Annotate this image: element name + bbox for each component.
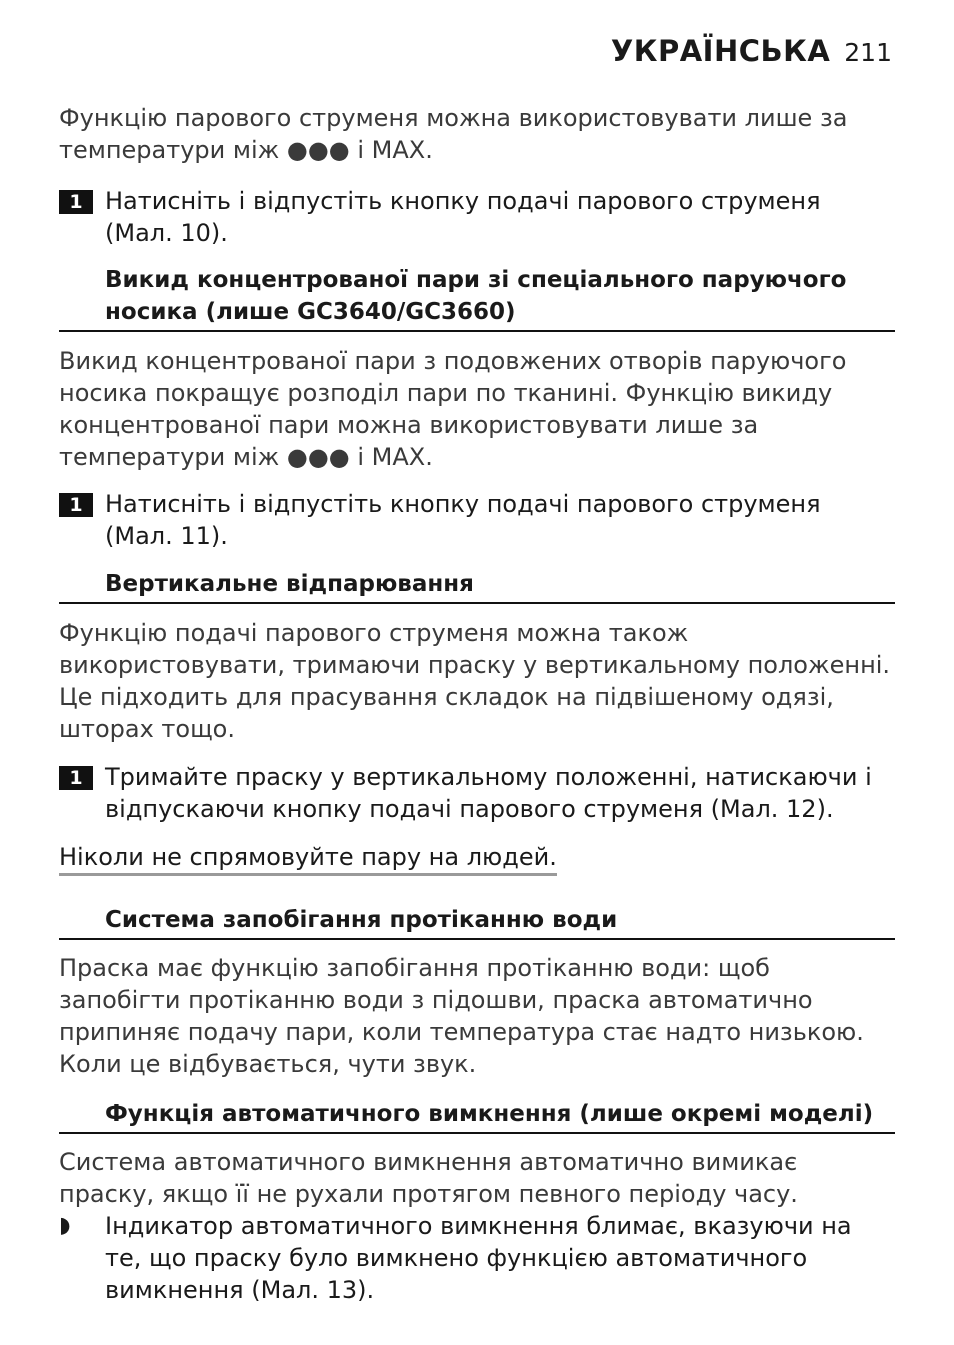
paragraph-concentrated-steam: Викид концентрованої пари з подовжених отворів паруючого носика покращує розподіл пари по тканині. Функцію викиду концентрованої пари можна використовувати лише за температури між ●●● і MAX. <box>59 347 847 471</box>
language-title: УКРАЇНСЬКА <box>610 34 831 68</box>
bullet-auto-off-indicator <box>59 1210 895 1306</box>
warning-block <box>59 841 895 876</box>
step-number-badge: 1 <box>59 493 93 517</box>
warning-text: Ніколи не спрямовуйте пару на людей. <box>59 841 557 876</box>
section-heading-auto-off: Функція автоматичного вимкнення (лише окремі моделі) <box>59 1098 895 1134</box>
paragraph-steam-burst-temp: Функцію парового струменя можна використовувати лише за температури між ●●● і MAX. <box>59 104 848 164</box>
step-text: Натисніть і відпустіть кнопку подачі парового струменя (Мал. 10). <box>105 187 821 247</box>
section-heading-vertical-steaming: Вертикальне відпарювання <box>59 568 895 604</box>
step-number-badge: 1 <box>59 190 93 214</box>
section-heading-drip-stop: Система запобігання протіканню води <box>59 904 895 940</box>
page-header <box>611 34 892 68</box>
paragraph-vertical-steaming: Функцію подачі парового струменя можна також використовувати, тримаючи праску у вертикальному положенні. Це підходить для прасування складок на підвішеному одязі, шторах тощо. <box>59 619 891 743</box>
page-content <box>59 102 895 1306</box>
bullet-text: Індикатор автоматичного вимкнення блимає, вказуючи на те, що праску було вимкнено функцією автоматичного вимкнення (Мал. 13). <box>105 1212 852 1304</box>
step-vertical-steaming <box>59 761 895 825</box>
page-number: 211 <box>844 38 892 67</box>
step-text: Тримайте праску у вертикальному положенні, натискаючи і відпускаючи кнопку подачі парового струменя (Мал. 12). <box>105 763 872 823</box>
step-number-badge: 1 <box>59 766 93 790</box>
step-concentrated-steam <box>59 488 895 552</box>
step-text: Натисніть і відпустіть кнопку подачі парового струменя (Мал. 11). <box>105 490 821 550</box>
paragraph-drip-stop: Праска має функцію запобігання протіканню води: щоб запобігти протіканню води з підошви, праска автоматично припиняє подачу пари, коли температура стає надто низькою. Коли це відбувається, чути звук. <box>59 954 864 1078</box>
step-steam-burst <box>59 185 895 249</box>
bullet-marker-icon: ◗ <box>59 1213 71 1238</box>
section-heading-concentrated-steam: Викид концентрованої пари зі спеціального паруючого носика (лише GC3640/GC3660) <box>59 264 895 332</box>
paragraph-auto-off: Система автоматичного вимкнення автоматично вимикає праску, якщо її не рухали протягом певного періоду часу. <box>59 1148 798 1208</box>
